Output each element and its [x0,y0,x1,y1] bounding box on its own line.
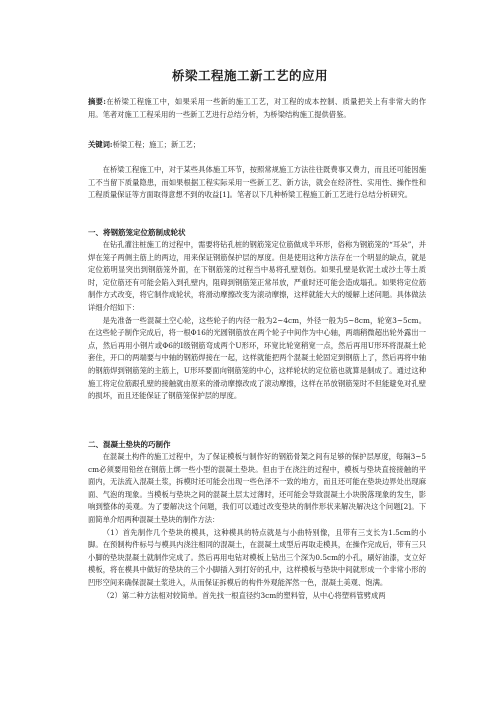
section-2-paragraph-3: （2）第二种方法相对较简单。首先找一根直径约3cm的塑料管，从中心将塑料管劈成两 [102,590,386,600]
section-2-paragraph-1: 在混凝土构件的施工过程中，为了保证模板与制作好的钢筋骨架之间有足够的保护层厚度，每隔3~5cm必须要用铅丝在钢筋上绑一些小型的混凝土垫块。但由于在浇注的过程中，模板与垫块直接接触的平面内，无法流入混凝土浆，拆模时还可能会出现一些色泽不一致的地方，而且还可能在垫块边界处出现麻面、气泡的现象。当模板与垫块之间的混凝土层太过薄时，还可能会导致混凝土小块脱落现象的发生，影响到整体的美观。为了要解决这个问题，我们可以通过改变垫块的制作形状来解决解决这个问题[2]。下面简单介绍两种混凝土垫块的制作方法： [88,452,426,524]
abstract [88,96,426,121]
keywords-text: 桥梁工程；施工；新工艺； [112,140,201,149]
section-2-paragraph-2: （1）首先制作几个垫块的模具，这种模具的特点就是与小曲特别像，且带有三支长为1.5cm的小脚。在预制构件标号与模具内浇注相同的混凝土，在混凝土成型后再取走模具，在操作完成后，带有三只小脚的垫块混凝土就制作完成了。然后再用电钻对模板上钻出三个深为0.5cm的小孔，刷好油漆，支立好模板，将在模具中做好的垫块的三个小脚插入到打好的孔中，这样模板与垫块中间就形成一个非常小形的凹形空间来确保混凝土浆进入，从而保证拆模后的构件外观能浑然一色，混凝土美观、饱满。 [88,527,426,587]
section-2-heading: 二、混凝土垫块的巧制作 [88,440,171,449]
keywords-label: 关键词: [88,140,113,149]
section-1-body [88,239,426,403]
section-1-heading: 一、将钢筋笼定位筋制成轮状 [88,228,186,237]
keywords [88,139,426,152]
abstract-label: 摘要: [88,97,106,106]
section-1-paragraph-1: 在钻孔灌注桩施工的过程中，需要将钻孔桩的钢筋笼定位筋做成半环形，俗称为钢筋笼的“耳朵”，并焊在笼子两侧主筋上的两边，用来保证钢筋保护层的厚度。但是使用这种方法存在一个明显的缺点，就是定位筋明显突出到钢筋笼外面，在下钢筋笼的过程当中易将孔壁划伤。如果孔壁是软泥土或沙土等土质时，定位筋还有可能会陷入到孔壁内，阻碍到钢筋笼正常吊放，严重时还可能会造成塌孔。如果将定位筋制作方式改变，将它制作成轮状，将滑动摩擦改变为滚动摩擦，这样就能大大的缓解上述问题。具体做法详细介绍如下： [88,240,426,312]
intro-paragraph: 在桥梁工程施工中，对于某些具体施工环节，按照常规施工方法往往既费事又费力，而且还可能因施工不当留下质量隐患，而如果根据工程实际采用一些新工艺、新方法，就会在经济性、实用性、操作性和工程质量保证等方面取得意想不到的收益[1]。笔者以下几种桥梁工程施工新工艺进行总结分析研究。 [88,165,426,200]
document-title: 桥梁工程施工新工艺的应用 [171,68,328,83]
section-1-paragraph-2: 是先准备一些混凝土空心轮，这些轮子的内径一般为2~4cm，外径一般为5~8cm，轮宽3~5cm。在这些轮子制作完成后，将一根Φ16的光圆钢筋放在两个轮子中间作为中心轴，两端稍微超出轮外露出一点，然后再用小钢片或Φ6的Ⅰ级钢筋弯成两个U形环，环宽比轮宽稍宽一点，然后再用U形环将混凝土轮套住，开口的两端要与中轴的钢筋焊接在一起，这样就能把两个混凝土轮固定到钢筋上了，然后再将中轴的钢筋焊到钢筋笼的主筋上，U形环要面向钢筋笼的中心，这样轮状的定位筋也就算是制成了。通过这种施工将定位筋跟孔壁的接触就由原来的滑动摩擦改成了滚动摩擦，这样在吊放钢筋笼时不但能避免对孔壁的损坏，而且还能保证了钢筋笼保护层的厚度。 [88,315,426,401]
abstract-text: 在桥梁工程施工中，如果采用一些新的施工工艺，对工程的成本控制、质量把关上有非常大的作用。笔者对施工工程采用的一些新工艺进行总结分析，为桥梁结构施工提供借鉴。 [88,97,426,119]
section-2-body [88,451,426,602]
